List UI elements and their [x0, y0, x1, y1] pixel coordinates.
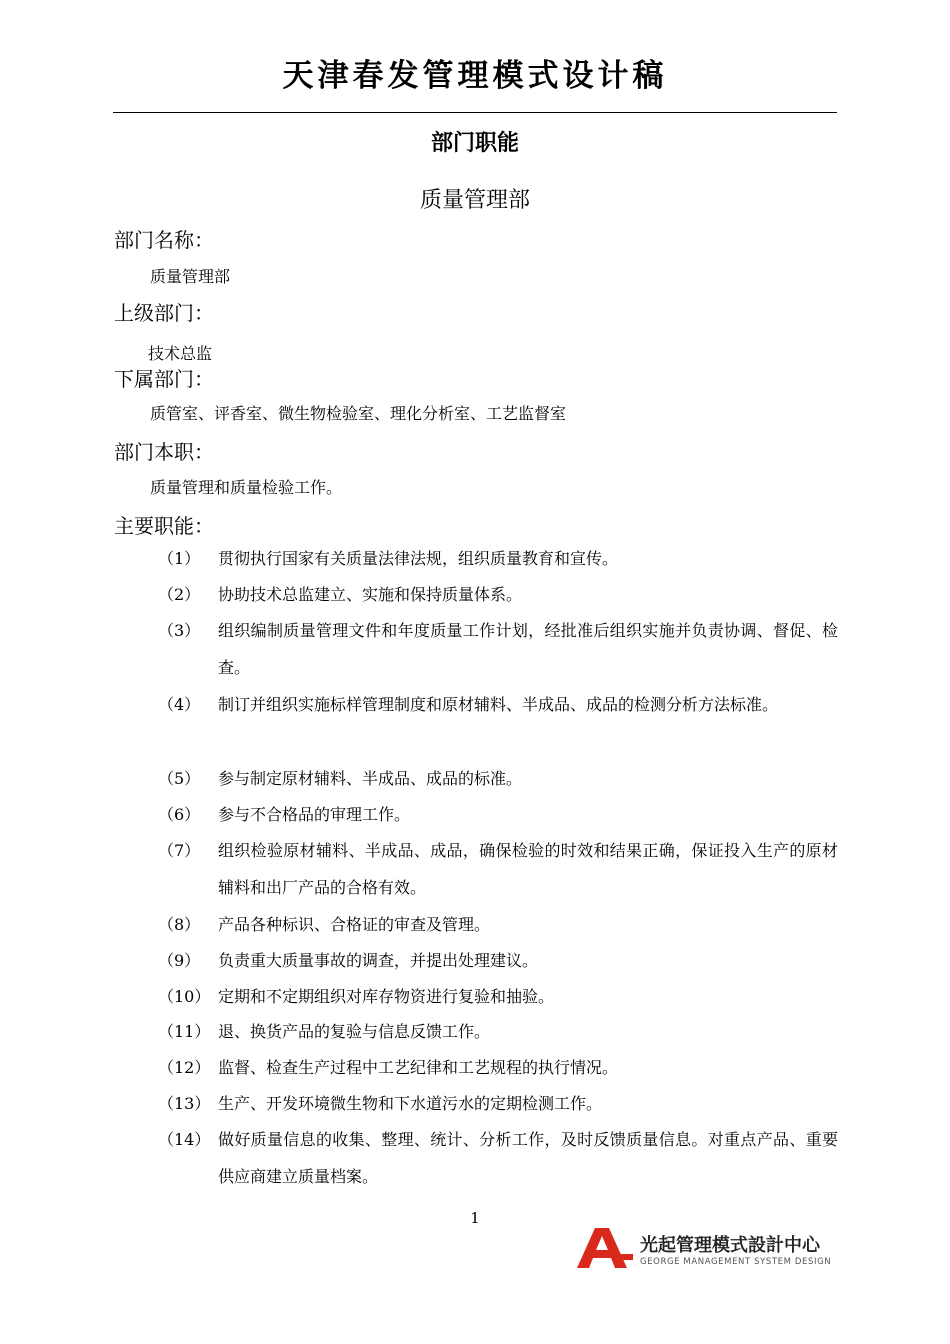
duty-number: （2）: [158, 585, 201, 604]
duty-item-12: [158, 1049, 838, 1086]
duty-item-8: [158, 906, 838, 943]
duty-number: （5）: [158, 769, 201, 788]
department-name-value: 质量管理部: [150, 267, 231, 286]
duty-text: 做好质量信息的收集、整理、统计、分析工作，及时反馈质量信息。对重点产品、重要供应商建立质量档案。: [218, 1130, 838, 1186]
department-name-label: 部门名称：: [114, 228, 214, 252]
sub-departments-value: 质管室、评香室、微生物检验室、理化分析室、工艺监督室: [150, 404, 567, 423]
duty-item-10: [158, 978, 838, 1015]
duty-number: （4）: [158, 695, 201, 714]
duty-item-3: [158, 612, 838, 686]
company-logo: [575, 1227, 840, 1272]
page-number: 1: [470, 1209, 480, 1227]
section-title: 部门职能: [430, 131, 519, 156]
duty-item-11: [158, 1013, 838, 1050]
duty-text: 参与不合格品的审理工作。: [218, 805, 411, 824]
duty-item-1: [158, 540, 838, 577]
duty-number: （11）: [158, 1022, 211, 1041]
logo-chinese-text: 光起管理模式設計中心: [640, 1235, 820, 1256]
duty-number: （9）: [158, 951, 201, 970]
department-duty-value: 质量管理和质量检验工作。: [150, 478, 343, 497]
duty-item-9: [158, 942, 838, 979]
parent-department-label: 上级部门：: [114, 301, 214, 325]
department-duty-label: 部门本职：: [114, 440, 214, 464]
duty-item-14: [158, 1121, 838, 1195]
document-title: 天津春发管理模式设计稿: [282, 58, 668, 94]
duty-item-7: [158, 832, 838, 906]
header-divider: [113, 112, 837, 113]
duty-text: 负责重大质量事故的调查，并提出处理建议。: [218, 951, 539, 970]
duty-number: （14）: [158, 1130, 211, 1149]
duty-number: （1）: [158, 549, 201, 568]
duty-item-6: [158, 796, 838, 833]
duty-number: （3）: [158, 621, 201, 640]
duty-number: （13）: [158, 1094, 211, 1113]
duty-text: 协助技术总监建立、实施和保持质量体系。: [218, 585, 523, 604]
sub-departments-label: 下属部门：: [114, 367, 214, 391]
duty-number: （6）: [158, 805, 201, 824]
duty-number: （8）: [158, 915, 201, 934]
duty-text: 组织编制质量管理文件和年度质量工作计划，经批准后组织实施并负责协调、督促、检查。: [218, 621, 838, 677]
duty-number: （7）: [158, 841, 201, 860]
duty-item-4: [158, 686, 838, 723]
duty-text: 监督、检查生产过程中工艺纪律和工艺规程的执行情况。: [218, 1058, 619, 1077]
duty-item-5: [158, 760, 838, 797]
logo-english-text: GEORGE MANAGEMENT SYSTEM DESIGN: [640, 1257, 832, 1267]
department-title: 质量管理部: [419, 188, 530, 213]
parent-department-value: 技术总监: [148, 344, 213, 363]
logo-a-mark-icon: [575, 1227, 635, 1269]
duty-text: 生产、开发环境微生物和下水道污水的定期检测工作。: [218, 1094, 603, 1113]
duty-number: （10）: [158, 987, 211, 1006]
duty-number: （12）: [158, 1058, 211, 1077]
duty-text: 制订并组织实施标样管理制度和原材辅料、半成品、成品的检测分析方法标准。: [218, 695, 779, 714]
duty-item-13: [158, 1085, 838, 1122]
duty-text: 产品各种标识、合格证的审查及管理。: [218, 915, 491, 934]
main-functions-label: 主要职能：: [114, 514, 214, 538]
duty-text: 退、换货产品的复验与信息反馈工作。: [218, 1022, 491, 1041]
duty-text: 参与制定原材辅料、半成品、成品的标准。: [218, 769, 523, 788]
duty-text: 贯彻执行国家有关质量法律法规，组织质量教育和宣传。: [218, 549, 619, 568]
duty-text: 定期和不定期组织对库存物资进行复验和抽验。: [218, 987, 555, 1006]
duty-text: 组织检验原材辅料、半成品、成品，确保检验的时效和结果正确，保证投入生产的原材辅料和出厂产品的合格有效。: [218, 841, 838, 897]
duty-item-2: [158, 576, 838, 613]
